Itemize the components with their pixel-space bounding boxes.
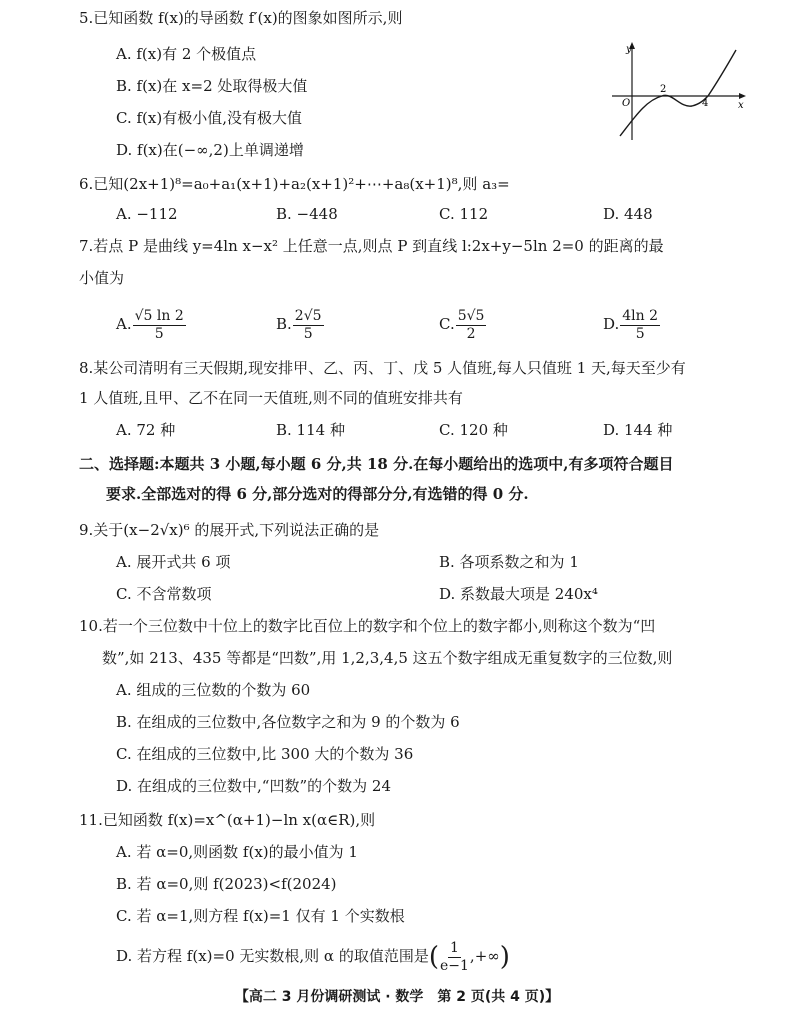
- q6-option-d: D. 448: [603, 205, 653, 223]
- q7-option-d-prefix: D.: [603, 315, 620, 333]
- q7-option-c-denominator: 2: [466, 325, 476, 342]
- q11-option-d-numerator: 1: [449, 939, 459, 956]
- section2-heading-line1: 二、选择题:本题共 3 小题,每小题 6 分,共 18 分.在每小题给出的选项中,有多项符合题目: [79, 455, 674, 473]
- q6-stem: 6.已知(2x+1)⁸=a₀+a₁(x+1)+a₂(x+1)²+⋯+a₈(x+1)⁸,则 a₃=: [79, 175, 510, 193]
- q7-option-a-numerator: √5 ln 2: [134, 307, 184, 324]
- q11-option-d-tail: ,+∞: [469, 947, 500, 965]
- q11-option-d-fraction: [440, 940, 469, 975]
- tick-label-4: 4: [702, 98, 709, 109]
- q11-stem: 11.已知函数 f(x)=x^(α+1)−ln x(α∈R),则: [79, 811, 376, 829]
- q8-stem-line1: 8.某公司清明有三天假期,现安排甲、乙、丙、丁、戊 5 人值班,每人只值班 1 天,每天至少有: [79, 359, 686, 377]
- q8-option-c: C. 120 种: [439, 421, 508, 439]
- q9-stem: 9.关于(x−2√x)⁶ 的展开式,下列说法正确的是: [79, 521, 380, 539]
- q7-option-b: [276, 306, 325, 343]
- q10-stem-line1: 10.若一个三位数中十位上的数字比百位上的数字和个位上的数字都小,则称这个数为“凹: [79, 617, 656, 635]
- q10-option-c: C. 在组成的三位数中,比 300 大的个数为 36: [116, 745, 414, 763]
- q7-stem-line2: 小值为: [79, 269, 125, 287]
- q7-option-d-fraction: [620, 308, 660, 343]
- origin-label: O: [622, 98, 631, 109]
- q9-option-b: B. 各项系数之和为 1: [439, 553, 579, 571]
- q9-option-c: C. 不含常数项: [116, 585, 212, 603]
- q7-option-b-numerator: 2√5: [294, 307, 322, 324]
- open-paren-icon: (: [428, 942, 439, 972]
- q9-option-d: D. 系数最大项是 240x⁴: [439, 585, 598, 603]
- q10-stem-line2: 数”,如 213、435 等都是“凹数”,用 1,2,3,4,5 这五个数字组成无重复数字的三位数,则: [102, 649, 673, 667]
- q11-option-d-text: D. 若方程 f(x)=0 无实数根,则 α 的取值范围是: [116, 947, 429, 965]
- q5-stem: 5.已知函数 f(x)的导函数 f′(x)的图象如图所示,则: [79, 9, 403, 27]
- derivative-curve: [620, 50, 736, 136]
- q9-option-a: A. 展开式共 6 项: [116, 553, 231, 571]
- q11-option-d-denominator: e−1: [439, 957, 469, 974]
- q11-option-b: B. 若 α=0,则 f(2023)<f(2024): [116, 875, 337, 893]
- y-axis-label: y: [626, 44, 632, 55]
- q5-option-b: B. f(x)在 x=2 处取得极大值: [116, 77, 308, 95]
- section2-heading-line2: 要求.全部选对的得 6 分,部分选对的得部分分,有选错的得 0 分.: [106, 485, 529, 503]
- q7-option-c-numerator: 5√5: [457, 307, 485, 324]
- q6-option-b: B. −448: [276, 205, 338, 223]
- tick-label-2: 2: [660, 84, 667, 95]
- q8-stem-line2: 1 人值班,且甲、乙不在同一天值班,则不同的值班安排共有: [79, 389, 463, 407]
- q7-option-c-fraction: [456, 308, 487, 343]
- q5-option-a: A. f(x)有 2 个极值点: [116, 45, 257, 63]
- q5-option-c: C. f(x)有极小值,没有极大值: [116, 109, 302, 127]
- q7-option-d: [603, 306, 661, 343]
- q7-option-b-denominator: 5: [303, 325, 313, 342]
- q7-option-a-fraction: [133, 308, 186, 343]
- q7-option-b-prefix: B.: [276, 315, 292, 333]
- close-paren-icon: ): [499, 942, 510, 972]
- q6-option-c: C. 112: [439, 205, 489, 223]
- q5-option-d: D. f(x)在(−∞,2)上单调递增: [116, 141, 304, 159]
- q6-option-a: A. −112: [116, 205, 178, 223]
- q10-option-d: D. 在组成的三位数中,“凹数”的个数为 24: [116, 777, 391, 795]
- q7-option-c-prefix: C.: [439, 315, 455, 333]
- q11-option-c: C. 若 α=1,则方程 f(x)=1 仅有 1 个实数根: [116, 907, 405, 925]
- q7-option-a-prefix: A.: [116, 315, 132, 333]
- q8-option-a: A. 72 种: [116, 421, 176, 439]
- derivative-graph: [608, 40, 750, 146]
- page-footer: 【高二 3 月份调研测试 · 数学 第 2 页(共 4 页)】: [234, 989, 560, 1005]
- q11-option-a: A. 若 α=0,则函数 f(x)的最小值为 1: [116, 843, 358, 861]
- q7-option-a-denominator: 5: [154, 325, 164, 342]
- q7-option-d-denominator: 5: [635, 325, 645, 342]
- q7-option-d-numerator: 4ln 2: [622, 307, 659, 324]
- q10-option-a: A. 组成的三位数的个数为 60: [116, 681, 311, 699]
- q8-option-d: D. 144 种: [603, 421, 673, 439]
- q7-stem-line1: 7.若点 P 是曲线 y=4ln x−x² 上任意一点,则点 P 到直线 l:2x+y−5ln 2=0 的距离的最: [79, 237, 664, 255]
- q7-option-b-fraction: [293, 308, 324, 343]
- q11-option-d: [116, 938, 510, 975]
- q7-option-a: [116, 306, 187, 343]
- q7-option-c: [439, 306, 487, 343]
- x-axis-arrow: [739, 93, 746, 99]
- q10-option-b: B. 在组成的三位数中,各位数字之和为 9 的个数为 6: [116, 713, 460, 731]
- x-axis-label: x: [738, 100, 744, 111]
- q8-option-b: B. 114 种: [276, 421, 345, 439]
